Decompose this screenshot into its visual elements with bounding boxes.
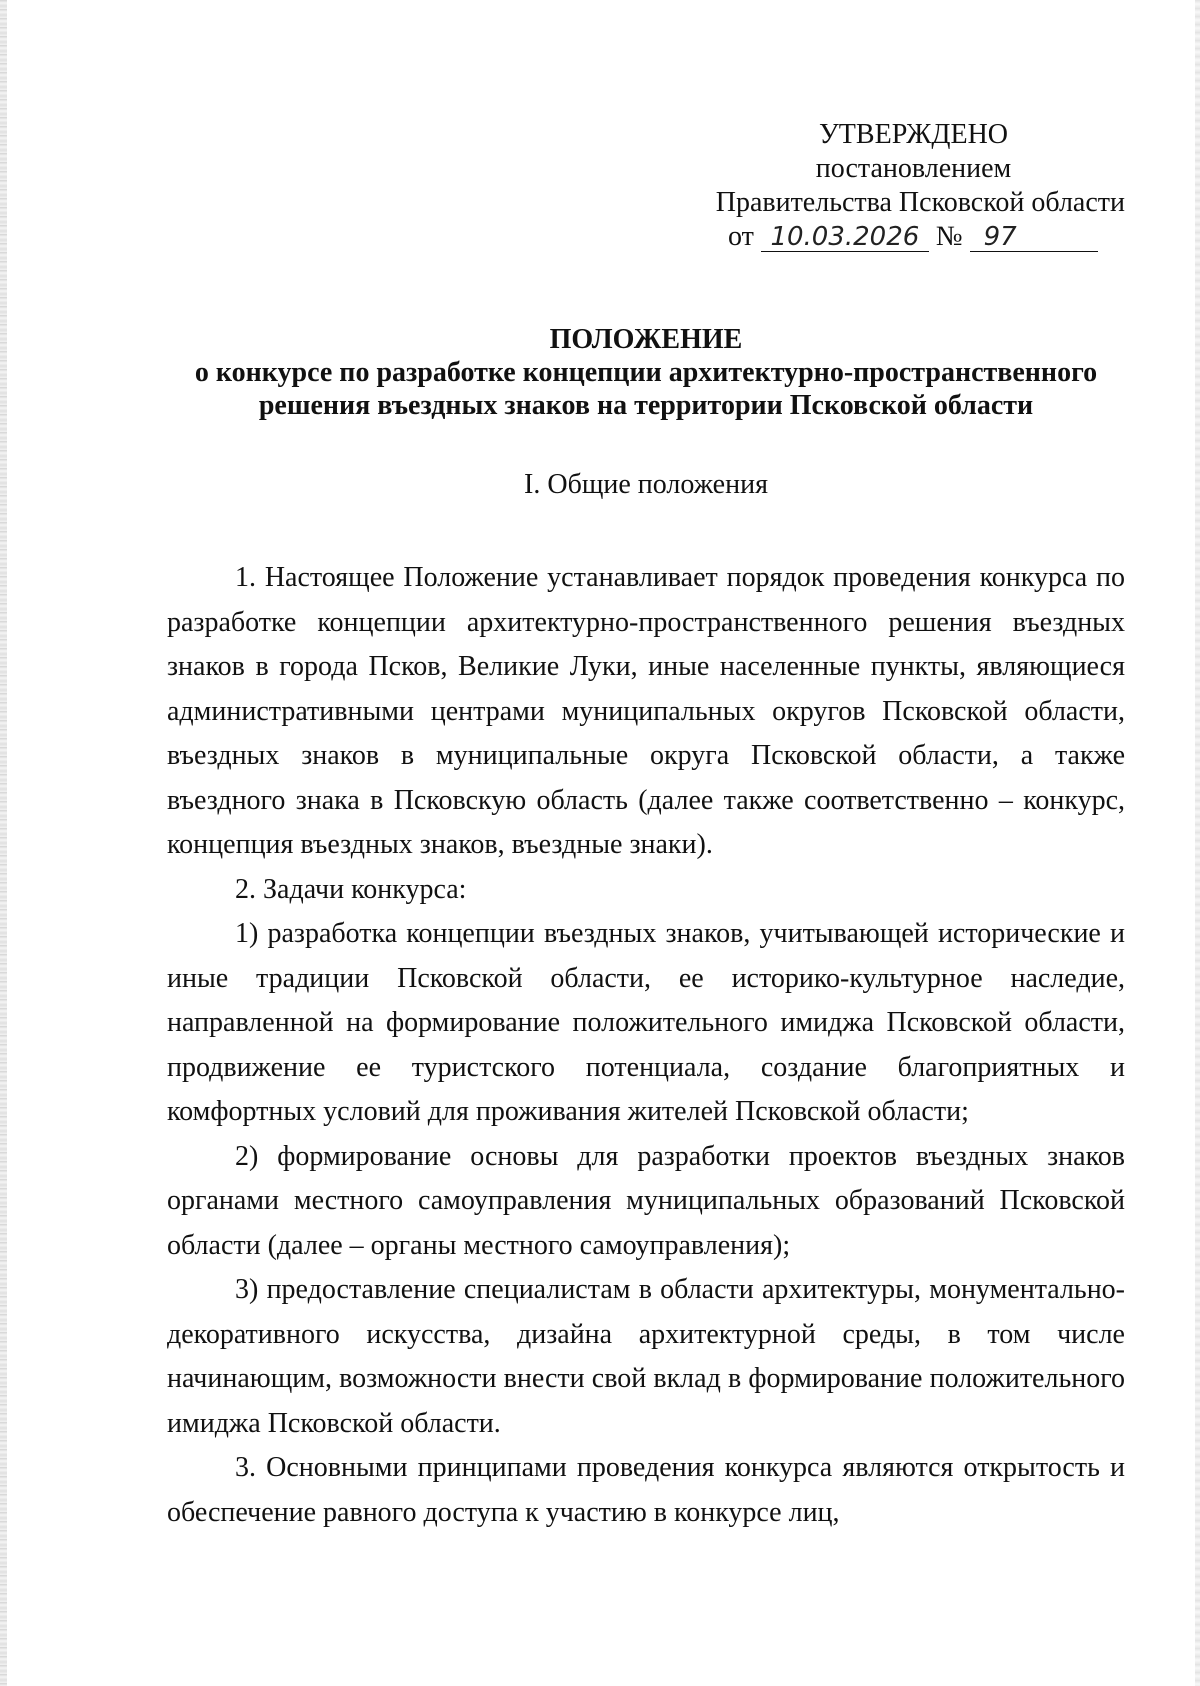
approval-stamp-block	[702, 118, 1125, 254]
document-title-sub-1: о конкурсе по разработке концепции архитектурно-пространственного	[194, 357, 1098, 388]
approval-from-label: от	[728, 221, 754, 252]
scan-edge-left	[0, 0, 7, 1686]
document-title-main: ПОЛОЖЕНИЕ	[549, 324, 743, 355]
document-title	[167, 323, 1125, 422]
paragraph-2: 2. Задачи конкурса:	[235, 873, 467, 905]
approval-authority: Правительства Псковской области	[715, 187, 1125, 218]
paragraph-1: 1. Настоящее Положение устанавливает порядок проведения конкурса по разработке концепции архитектурно-пространственного решения въездных знаков в города Псков, Великие Луки, иные населенные пункты, являющиеся административными центрами муниципальных округов Псковской области, въездных знаков в муниципальные округа Псковской области, а также въездного знака в Псковскую область (далее также соответственно – конкурс, концепция въездных знаков, въездные знаки).	[167, 562, 1125, 860]
scan-edge-right	[1195, 0, 1200, 1686]
section-heading: I. Общие положения	[524, 469, 768, 500]
approval-number: 97	[970, 223, 1098, 252]
paragraph-3: 3. Основными принципами проведения конкурса являются открытость и обеспечение равного доступа к участию в конкурсе лиц,	[167, 1452, 1125, 1528]
paragraph-2-item-2: 2) формирование основы для разработки проектов въездных знаков органами местного самоуправления муниципальных образований Псковской области (далее – органы местного самоуправления);	[167, 1140, 1125, 1261]
document-title-sub-2: решения въездных знаков на территории Псковской области	[258, 390, 1034, 421]
approval-resolution-label: постановлением	[815, 153, 1012, 184]
body-text	[167, 556, 1125, 1535]
approval-date: 10.03.2026	[761, 223, 929, 252]
approval-title: УТВЕРЖДЕНО	[818, 119, 1009, 150]
paragraph-2-item-1: 1) разработка концепции въездных знаков, учитывающей исторические и иные традиции Псковской области, ее историко-культурное наследие, направленной на формирование положительного имиджа Псковской области, продвижение ее туристского потенциала, создание благоприятных и комфортных условий для проживания жителей Псковской области;	[167, 918, 1125, 1127]
approval-date-number-line	[702, 220, 1125, 254]
paragraph-2-item-3: 3) предоставление специалистам в области архитектуры, монументально-декоративного искусства, дизайна архитектурной среды, в том числе начинающим, возможности внести свой вклад в формирование положительного имиджа Псковской области.	[167, 1274, 1125, 1439]
approval-number-sign: №	[935, 221, 963, 252]
